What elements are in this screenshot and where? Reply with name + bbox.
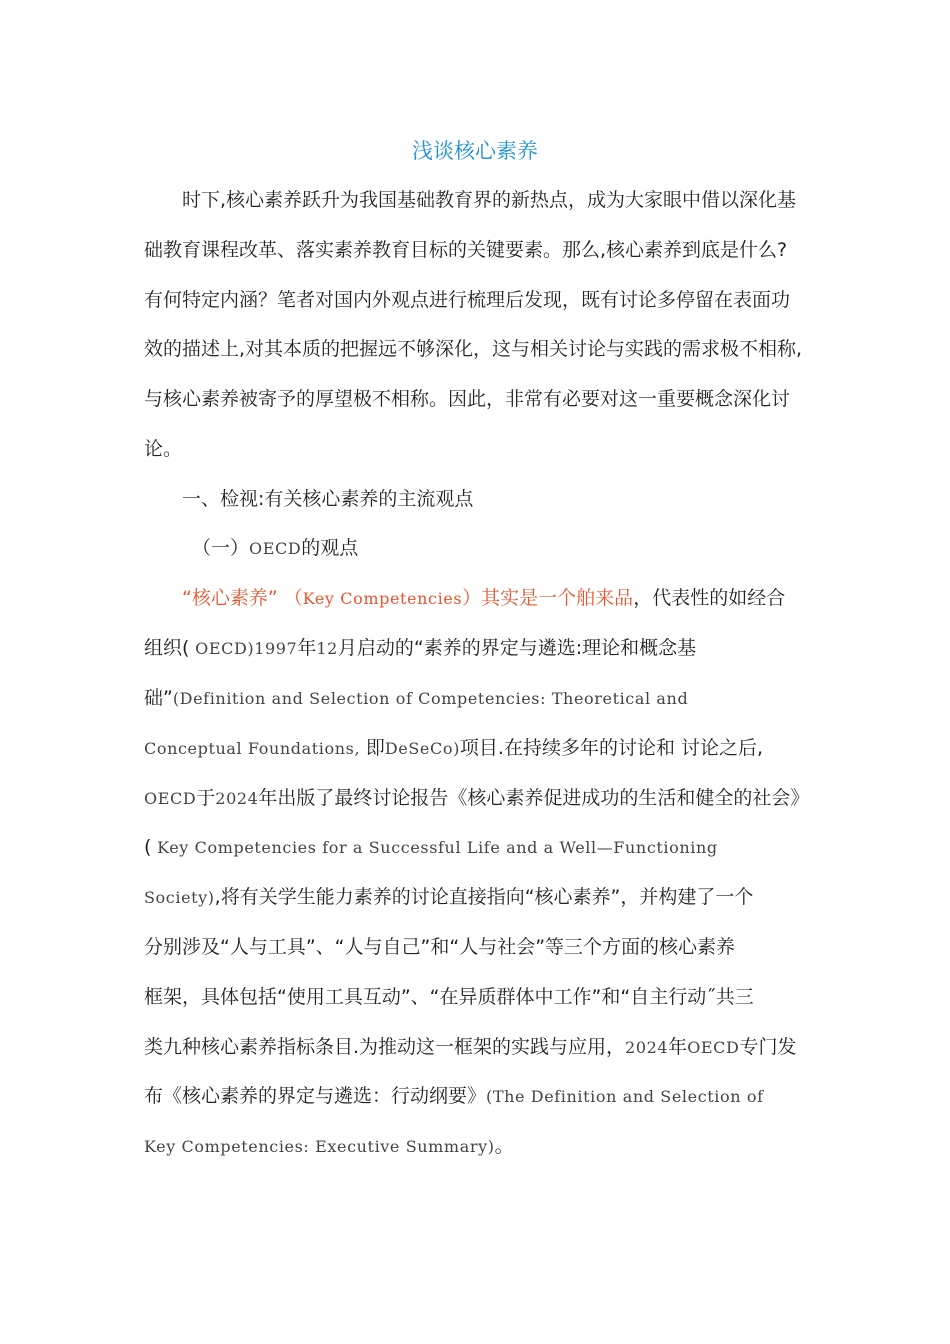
paragraph-2-line-1-tail: ，代表性的如经合 [633, 587, 786, 609]
document-title: 浅谈核心素养 [412, 139, 538, 163]
text-segment: 专门发 [739, 1036, 797, 1058]
highlight-term: “核心素养” （ [182, 587, 303, 609]
text-segment: ( [144, 836, 152, 858]
paragraph-2-line-9: 框架，具体包括“使用工具互动”、“在异质群体中工作”和“自主行动˝共三 [144, 986, 754, 1008]
text-segment-latin: 12 [316, 639, 338, 658]
text-segment-latin: DeSeCo) [384, 739, 460, 758]
subsection-heading [192, 533, 872, 563]
paragraph-1-line-2: 础教育课程改革、落实素养教育目标的关键要素。那么,核心素养到底是什么? [144, 239, 788, 261]
text-segment: 年 [297, 637, 317, 659]
text-segment: ,将有关学生能力素养的讨论直接指向“核心素养”，并构建了一个 [214, 886, 754, 908]
subsection-text: 的观点 [301, 537, 359, 559]
subsection-number: （一） [192, 537, 250, 559]
text-segment-latin: Key Competencies for a Successful Life and a Well—Functioning [151, 838, 718, 857]
text-segment-latin: 2024 [625, 1038, 669, 1057]
text-segment: 类九种核心素养指标条目.为推动这一框架的实践与应用， [144, 1036, 626, 1058]
section-heading: 一、检视:有关核心素养的主流观点 [182, 488, 474, 510]
text-segment-latin: OECD [687, 1038, 740, 1057]
text-segment: 即 [365, 737, 385, 759]
paragraph-2-line-4 [144, 733, 824, 763]
paragraph-2-line-3 [144, 683, 824, 713]
text-segment: 项目.在持续多年的讨论和 讨论之后, [459, 737, 764, 759]
text-segment: 组织( [144, 637, 190, 659]
highlight-term-en: Key Competencies [302, 589, 463, 608]
paragraph-1-line-6: 论。 [144, 438, 183, 460]
text-segment: 于 [196, 787, 216, 809]
paragraph-1-line-1: 时下,核心素养跃升为我国基础教育界的新热点，成为大家眼中借以深化基 [182, 189, 797, 211]
text-segment-latin: (Definition and Selection of Competencies: Theoretical and [172, 689, 689, 708]
text-segment-latin: Society) [144, 888, 215, 907]
text-segment: 。 [494, 1135, 514, 1157]
text-segment-latin: (The Definition and Selection of [486, 1087, 764, 1106]
text-segment-latin: 2024 [215, 789, 259, 808]
subsection-oecd: OECD [249, 539, 302, 558]
paragraph-2-line-6 [144, 832, 824, 862]
paragraph-1-line-5: 与核心素养被寄予的厚望极不相称。因此，非常有必要对这一重要概念深化讨 [144, 388, 791, 410]
text-segment: 布《核心素养的界定与遴选：行动纲要》 [144, 1085, 487, 1107]
text-segment: 年 [668, 1036, 688, 1058]
text-segment-latin: OECD)1997 [189, 639, 298, 658]
paragraph-2-line-8: 分别涉及“人与工具”、“人与自己”和“人与社会”等三个方面的核心素养 [144, 936, 736, 958]
text-segment: 础” [144, 687, 173, 709]
highlight-phrase: ）其实是一个舶来品 [462, 587, 634, 609]
text-segment-latin: Key Competencies: Executive Summary) [144, 1137, 495, 1156]
text-segment-latin: OECD [144, 789, 197, 808]
paragraph-2-line-7 [144, 882, 824, 912]
paragraph-2-line-12 [144, 1131, 824, 1161]
paragraph-1-line-3: 有何特定内涵？笔者对国内外观点进行梳理后发现，既有讨论多停留在表面功 [144, 289, 791, 311]
paragraph-2-line-5 [144, 783, 824, 813]
paragraph-2-line-11 [144, 1081, 824, 1111]
paragraph-2-line-10 [144, 1032, 824, 1062]
paragraph-2-line-1 [182, 583, 862, 613]
paragraph-1-line-4: 效的描述上,对其本质的把握远不够深化，这与相关讨论与实践的需求极不相称, [144, 338, 803, 360]
text-segment: 月启动的“素养的界定与遴选:理论和概念基 [337, 637, 697, 659]
text-segment: 年出版了最终讨论报告《核心素养促进成功的生活和健全的社会》 [258, 787, 810, 809]
text-segment-latin: Conceptual Foundations, [144, 739, 366, 758]
paragraph-2-line-2 [144, 633, 824, 663]
